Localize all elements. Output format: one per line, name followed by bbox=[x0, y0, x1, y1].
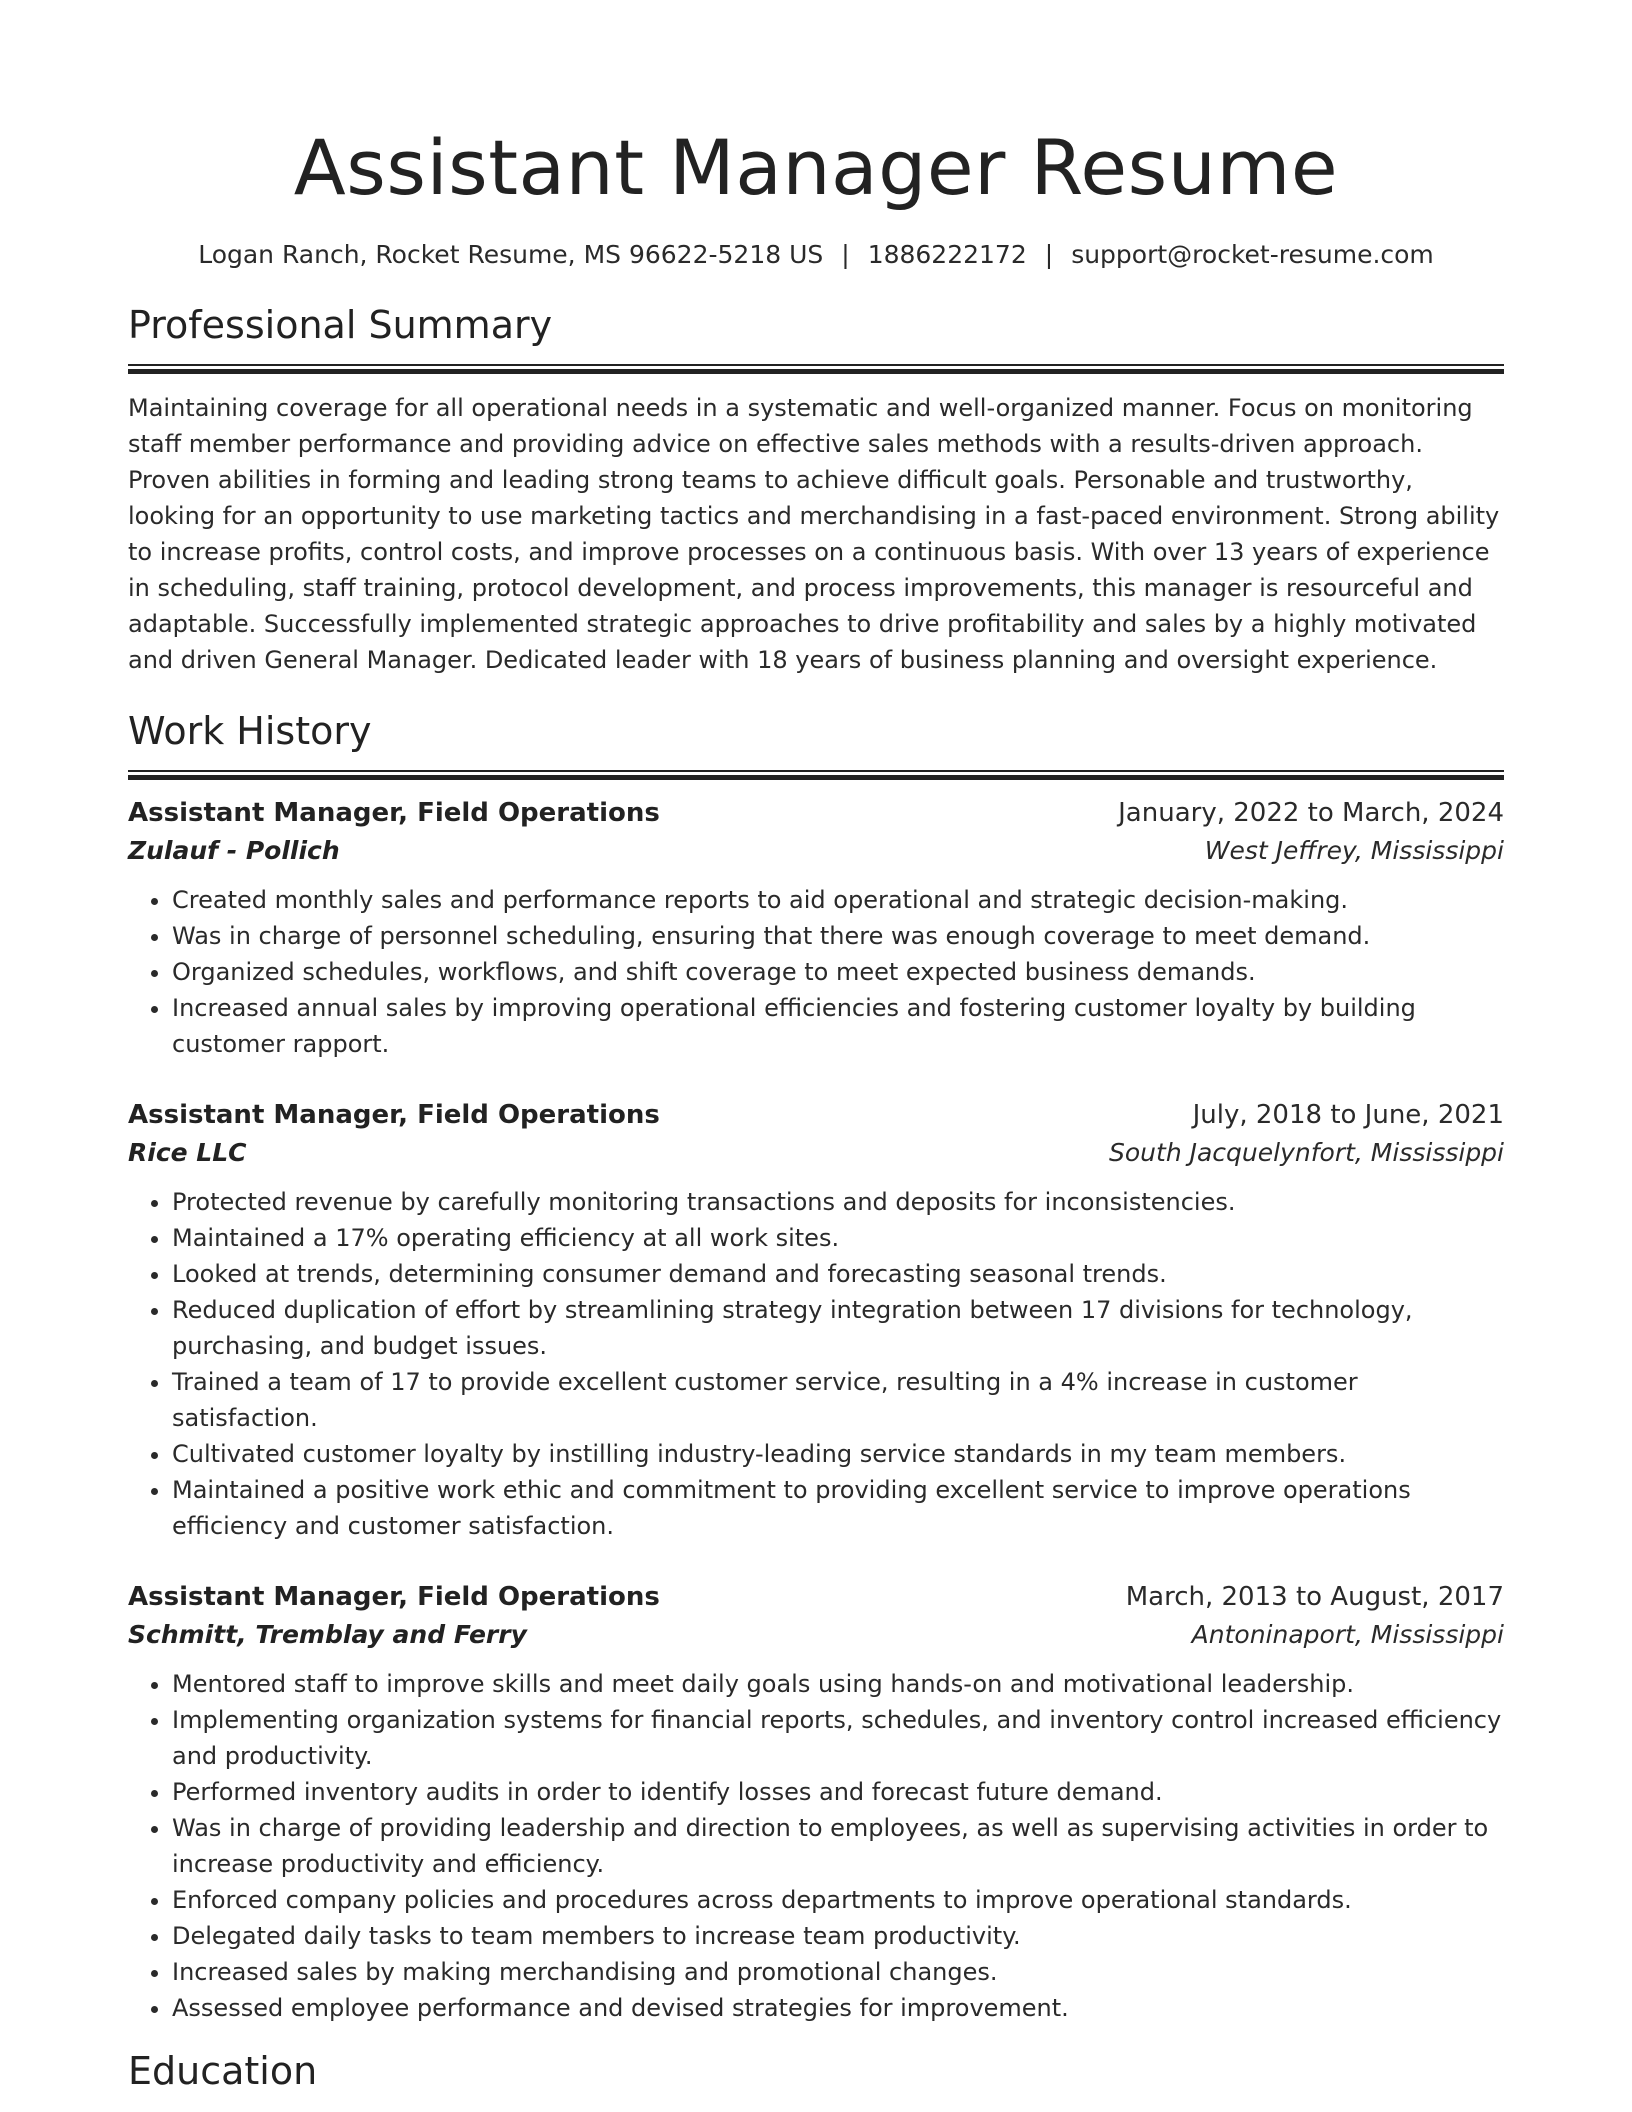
job-bullet: • Increased annual sales by improving operational efficiencies and fostering customer loyalty by building customer rapport. bbox=[172, 990, 1504, 1062]
contact-address: Logan Ranch, Rocket Resume, MS 96622-5218 US bbox=[198, 240, 824, 269]
job-title: Assistant Manager, Field Operations bbox=[128, 1582, 660, 1612]
contact-phone: 1886222172 bbox=[867, 240, 1027, 269]
job-bullet: • Enforced company policies and procedures across departments to improve operational standards. bbox=[172, 1882, 1504, 1918]
job-bullet: • Protected revenue by carefully monitoring transactions and deposits for inconsistencies. bbox=[172, 1184, 1504, 1220]
job-dates: July, 2018 to June, 2021 bbox=[1192, 1100, 1504, 1130]
job-header-row bbox=[128, 794, 1504, 832]
job-bullet: • Created monthly sales and performance reports to aid operational and strategic decision-making. bbox=[172, 882, 1504, 918]
section-heading-work-history: Work History bbox=[128, 709, 372, 753]
resume-page bbox=[128, 0, 1504, 2096]
job-company-row bbox=[128, 1616, 1504, 1654]
job-location: South Jacquelynfort, Mississippi bbox=[1109, 1138, 1504, 1167]
section-heading-summary: Professional Summary bbox=[128, 303, 553, 347]
job-entry bbox=[128, 1096, 1504, 1544]
job-entry bbox=[128, 1578, 1504, 2026]
page-title: Assistant Manager Resume bbox=[293, 123, 1339, 212]
job-bullet: • Implementing organization systems for financial reports, schedules, and inventory control increased efficiency and productivity. bbox=[172, 1702, 1504, 1774]
job-bullet: • Maintained a 17% operating efficiency at all work sites. bbox=[172, 1220, 1504, 1256]
education-section bbox=[128, 2046, 1504, 2096]
job-bullet: • Increased sales by making merchandising and promotional changes. bbox=[172, 1954, 1504, 1990]
job-header-row bbox=[128, 1578, 1504, 1616]
job-bullet: • Trained a team of 17 to provide excellent customer service, resulting in a 4% increase in customer satisfaction. bbox=[172, 1364, 1504, 1436]
section-heading-education: Education bbox=[128, 2049, 318, 2093]
job-company: Rice LLC bbox=[128, 1138, 247, 1167]
job-entry bbox=[128, 794, 1504, 1062]
job-title: Assistant Manager, Field Operations bbox=[128, 1100, 660, 1130]
section-divider bbox=[128, 770, 1504, 780]
job-list bbox=[128, 794, 1504, 2026]
contact-email: support@rocket-resume.com bbox=[1071, 240, 1434, 269]
contact-line bbox=[128, 238, 1504, 272]
job-bullet: • Was in charge of personnel scheduling, ensuring that there was enough coverage to meet demand. bbox=[172, 918, 1504, 954]
job-header-row bbox=[128, 1096, 1504, 1134]
job-bullet-list bbox=[128, 1666, 1504, 2026]
job-bullet: • Maintained a positive work ethic and commitment to providing excellent service to improve operations efficiency and customer satisfaction. bbox=[172, 1472, 1504, 1544]
job-bullet: • Mentored staff to improve skills and meet daily goals using hands-on and motivational leadership. bbox=[172, 1666, 1504, 1702]
job-bullet: • Assessed employee performance and devised strategies for improvement. bbox=[172, 1990, 1504, 2026]
job-company: Schmitt, Tremblay and Ferry bbox=[128, 1620, 527, 1649]
job-company-row bbox=[128, 832, 1504, 870]
summary-text: Maintaining coverage for all operational needs in a systematic and well-organized manner. Focus on monitoring staff member performance and providing advice on effective sales methods with a results-driven approach. Proven abilities in forming and leading strong teams to achieve difficult goals. Personable and trustworthy, looking for an opportunity to use marketing tactics and merchandising in a fast-paced environment. Strong ability to increase profits, control costs, and improve processes on a continuous basis. With over 13 years of experience in scheduling, staff training, protocol development, and process improvements, this manager is resourceful and adaptable. Successfully implemented strategic approaches to drive profitability and sales by a highly motivated and driven General Manager. Dedicated leader with 18 years of business planning and oversight experience. bbox=[128, 394, 1500, 674]
contact-separator: | bbox=[1044, 240, 1054, 269]
job-bullet: • Cultivated customer loyalty by instilling industry-leading service standards in my team members. bbox=[172, 1436, 1504, 1472]
job-bullet: • Was in charge of providing leadership and direction to employees, as well as supervising activities in order to increase productivity and efficiency. bbox=[172, 1810, 1504, 1882]
job-company: Zulauf - Pollich bbox=[128, 836, 340, 865]
job-title: Assistant Manager, Field Operations bbox=[128, 798, 660, 828]
contact-separator: | bbox=[841, 240, 850, 269]
work-history-section bbox=[128, 706, 1504, 2026]
job-dates: January, 2022 to March, 2024 bbox=[1118, 798, 1504, 828]
job-bullet: • Performed inventory audits in order to identify losses and forecast future demand. bbox=[172, 1774, 1504, 1810]
job-bullet: • Organized schedules, workflows, and shift coverage to meet expected business demands. bbox=[172, 954, 1504, 990]
section-divider bbox=[128, 364, 1504, 374]
job-bullet: • Delegated daily tasks to team members to increase team productivity. bbox=[172, 1918, 1504, 1954]
job-dates: March, 2013 to August, 2017 bbox=[1125, 1582, 1504, 1612]
job-bullet: • Looked at trends, determining consumer demand and forecasting seasonal trends. bbox=[172, 1256, 1504, 1292]
job-location: Antoninaport, Mississippi bbox=[1191, 1620, 1504, 1649]
job-bullet: • Reduced duplication of effort by streamlining strategy integration between 17 divisions for technology, purchasing, and budget issues. bbox=[172, 1292, 1504, 1364]
job-location: West Jeffrey, Mississippi bbox=[1204, 836, 1504, 865]
job-company-row bbox=[128, 1134, 1504, 1172]
job-bullet-list bbox=[128, 882, 1504, 1062]
summary-section bbox=[128, 300, 1504, 678]
job-bullet-list bbox=[128, 1184, 1504, 1544]
